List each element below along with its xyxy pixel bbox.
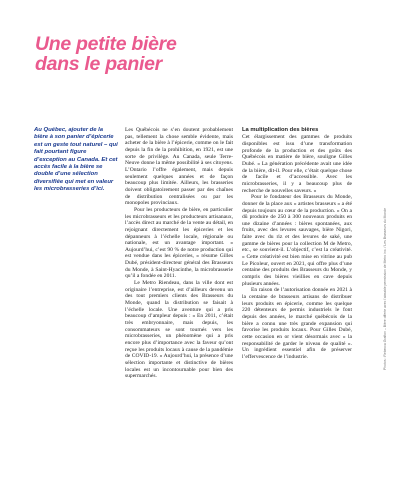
paragraph: Les Québécois ne s’en doutent probablement pas, tellement la chose semble évidente, mais acheter de la bière à l’épicerie, comme on le fait depuis la fin de la prohibition, en 1921, est une sorte de privilège. Au Canada, seule Terre-Neuve donne la même possibilité à ses citoyens. L’Ontario l’offre également, mais depuis seulement quelques années et de façon beaucoup plus limitée. Ailleurs, les brasseries doivent obligatoirement passer par des chaînes de distribution centralisées ou par les monopoles provinciaux. xyxy=(125,127,233,207)
paragraph: Le Metro Riendeau, dans la ville dont est originaire l’entreprise, est d’ailleurs devenu un des tout premiers clients des Brasseurs du Monde, quand la distribution se faisait à l’échelle locale. Une aventure qui a pris beaucoup d’ampleur depuis : « En 2011, c’était très embryonnaire, mais depuis, les consommateurs se sont tournés vers les microbrasseries, un phénomène qui a pris encore plus d’importance avec la faveur qu’ont reçue les produits locaux à cause de la pandémie de COVID-19. » Aujourd’hui, la présence d’une sélection importante et distinctive de bières locales est un incontournable pour bien des supermarchés. xyxy=(125,280,233,380)
paragraph: Cet élargissement des gammes de produits disponibles est issu d’une transformation profonde de la production et des goûts des Québécois en matière de bière, souligne Gilles Dubé. « La génération précédente avait une idée de la bière, dit-il. Pour elle, c’était quelque chose de facile et d’accessible. Avec les microbrasseries, il y a beaucoup plus de recherche de nouvelles saveurs. » xyxy=(242,134,352,194)
lede-text: Au Québec, ajouter de la bière à son panier d’épicerie est un geste tout naturel – qui fait pourtant figure d’exception au Canada. Et cet accès facile à la bière se double d’une sélection diversifiée qui met en valeur les microbrasseries d’ici. xyxy=(34,127,118,193)
section-subhead: La multiplication des bières xyxy=(242,127,319,133)
article-title xyxy=(35,34,255,74)
paragraph: En raison de l’autorisation donnée en 2021 à la centaine de brasseurs artisans de distribuer leurs produits en épicerie, comme les quelque 220 détenteurs de permis industriels le font depuis des années, le marché québécois de la bière a connu une très grande expansion qui favorise les produits locaux. Pour Gilles Dubé, cette occasion en or vient désormais avec « la responsabilité de garder le niveau de qualité ». Un ingrédient essentiel afin de préserver l’effervescence de l’industrie. xyxy=(242,287,352,360)
paragraph: Pour le fondateur des Brasseurs du Monde, donner de la place aux « artistes brasseurs » a été depuis toujours au cœur de la production. « On a dû produire de 250 à 300 nouveaux produits en une dizaine d’années : bières spontanées, aux fruits, avec des levures sauvages, bière Nigori, faite avec du riz et des levures de saké, une gamme de bières pour la collection M de Metro, etc., se souvient-il. L’objectif, c’est la créativité. » Cette créativité est bien mise en vitrine au pub Le Picoleur, ouvert en 2021, qui offre plus d’une centaine des produits des Brasseurs du Monde, y compris des bières vieillies en cave depuis plusieurs années. xyxy=(242,194,352,287)
title-line-1: Une petite bière xyxy=(35,33,177,55)
title-line-2: dans le panier xyxy=(35,53,162,75)
paragraph: Pour les producteurs de bière, en particulier les microbrasseurs et les producteurs artisanaux, l’accès direct au marché de la vente au détail, en rejoignant directement les épiceries et les dépanneurs à l’échelle locale, régionale ou nationale, est un avantage important. « Aujourd’hui, c’est 90 % de notre production qui est vendue dans les épiceries, » résume Gilles Dubé, président-directeur général des Brasseurs du Monde, à Saint-Hyacinthe, la microbrasserie qu’il a fondée en 2011. xyxy=(125,206,233,280)
photo-credit: Photos : Rebecca Grafton – Bière offerte avec l’aimable permission de Metro inc. / Les Brasseurs du Monde xyxy=(383,208,387,371)
body-column-1 xyxy=(125,127,233,380)
body-column-2 xyxy=(242,127,352,361)
